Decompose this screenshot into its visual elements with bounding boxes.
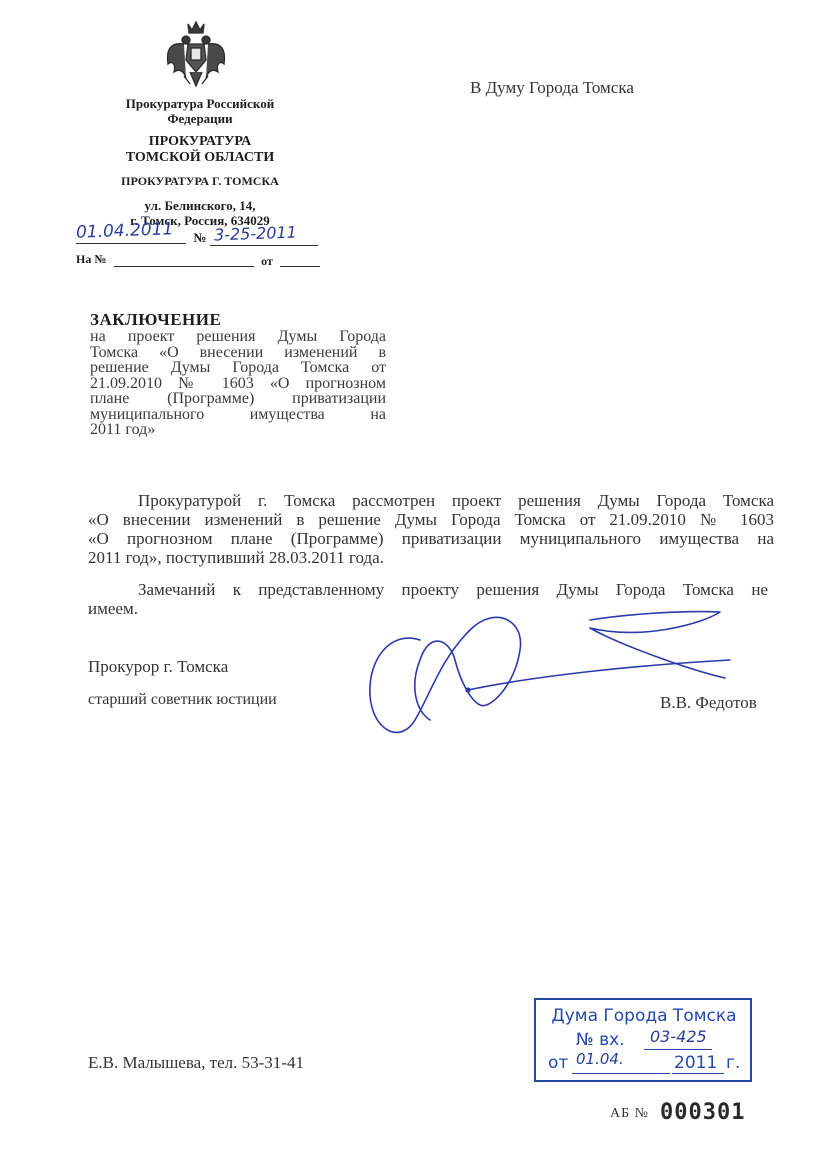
outgoing-number: 3-25-2011 bbox=[213, 222, 298, 245]
org-name-city: ПРОКУРАТУРА Г. ТОМСКА bbox=[121, 174, 279, 188]
incoming-stamp bbox=[534, 998, 752, 1082]
outgoing-date-line bbox=[76, 243, 186, 244]
subject-line: решение Думы Города Томска от bbox=[90, 359, 386, 376]
executor-contact: Е.В. Малышева, тел. 53-31-41 bbox=[88, 1053, 304, 1072]
serial-label: АБ № bbox=[610, 1106, 650, 1121]
body-line: Прокуратурой г. Томска рассмотрен проект решения Думы Города Томска bbox=[138, 491, 774, 510]
signer-name: В.В. Федотов bbox=[660, 693, 757, 712]
stamp-in-number-line bbox=[644, 1049, 712, 1050]
org-line-2: Федерации bbox=[167, 111, 233, 126]
stamp-date-label: от bbox=[548, 1053, 569, 1073]
stamp-date-value: 01.04. bbox=[576, 1050, 624, 1068]
body-line: имеем. bbox=[88, 599, 138, 618]
reference-date-line bbox=[280, 266, 320, 267]
subject-line: Томска «О внесении изменений в bbox=[90, 343, 386, 361]
addressee: В Думу Города Томска bbox=[470, 78, 634, 97]
subject-line: 21.09.2010 № 1603 «О прогнозном bbox=[90, 374, 386, 392]
org-name-region bbox=[100, 134, 300, 166]
stamp-year-suffix: г. bbox=[726, 1053, 741, 1073]
subject-line: муниципального имущества на bbox=[90, 405, 386, 423]
signer-position-1: Прокурор г. Томска bbox=[88, 657, 229, 676]
conclusion-title: ЗАКЛЮЧЕНИЕ bbox=[90, 310, 222, 329]
stamp-year: 2011 bbox=[674, 1053, 718, 1073]
org-line-1: Прокуратура Российской bbox=[125, 96, 275, 111]
stamp-date-line bbox=[572, 1073, 670, 1074]
handwritten-signature bbox=[360, 600, 760, 750]
outgoing-number-line bbox=[210, 245, 318, 246]
org-region-line-2: ТОМСКОЙ ОБЛАСТИ bbox=[125, 150, 275, 165]
outgoing-date: 01.04.2011 bbox=[75, 219, 174, 243]
reference-label: На № bbox=[76, 252, 107, 266]
subject-line: плане (Программе) приватизации bbox=[90, 390, 386, 407]
outgoing-number-label: № bbox=[193, 230, 207, 245]
stamp-in-label: № вх. bbox=[576, 1030, 625, 1050]
subject-line: на проект решения Думы Города bbox=[90, 328, 386, 345]
address-line-2: г. Томск, Россия, 634029 bbox=[130, 213, 270, 228]
body-line: «О внесении изменений в решение Думы Города Томска от 21.09.2010 № 1603 bbox=[88, 510, 774, 529]
stamp-in-number: 03-425 bbox=[650, 1027, 707, 1046]
address-line-1: ул. Белинского, 14, bbox=[144, 198, 256, 213]
body-line: Замечаний к представленному проекту решения Думы Города Томска не bbox=[138, 580, 768, 599]
reference-from-label: от bbox=[261, 254, 273, 268]
conclusion-subject bbox=[90, 329, 386, 438]
stamp-title: Дума Города Томска bbox=[551, 1006, 737, 1026]
reference-number-line bbox=[114, 266, 254, 267]
body-line: 2011 год», поступивший 28.03.2011 года. bbox=[88, 548, 384, 567]
org-region-line-1: ПРОКУРАТУРА bbox=[148, 134, 252, 149]
emblem-icon bbox=[162, 20, 230, 90]
body-paragraph-1 bbox=[88, 491, 774, 567]
serial-number: 000301 bbox=[660, 1100, 746, 1125]
stamp-year-line bbox=[672, 1073, 724, 1074]
org-name-federal bbox=[100, 96, 300, 126]
subject-line: 2011 год» bbox=[90, 421, 156, 438]
signer-position-2: старший советник юстиции bbox=[88, 691, 277, 708]
body-line: «О прогнозном плане (Программе) приватизации муниципального имущества на bbox=[88, 529, 774, 548]
